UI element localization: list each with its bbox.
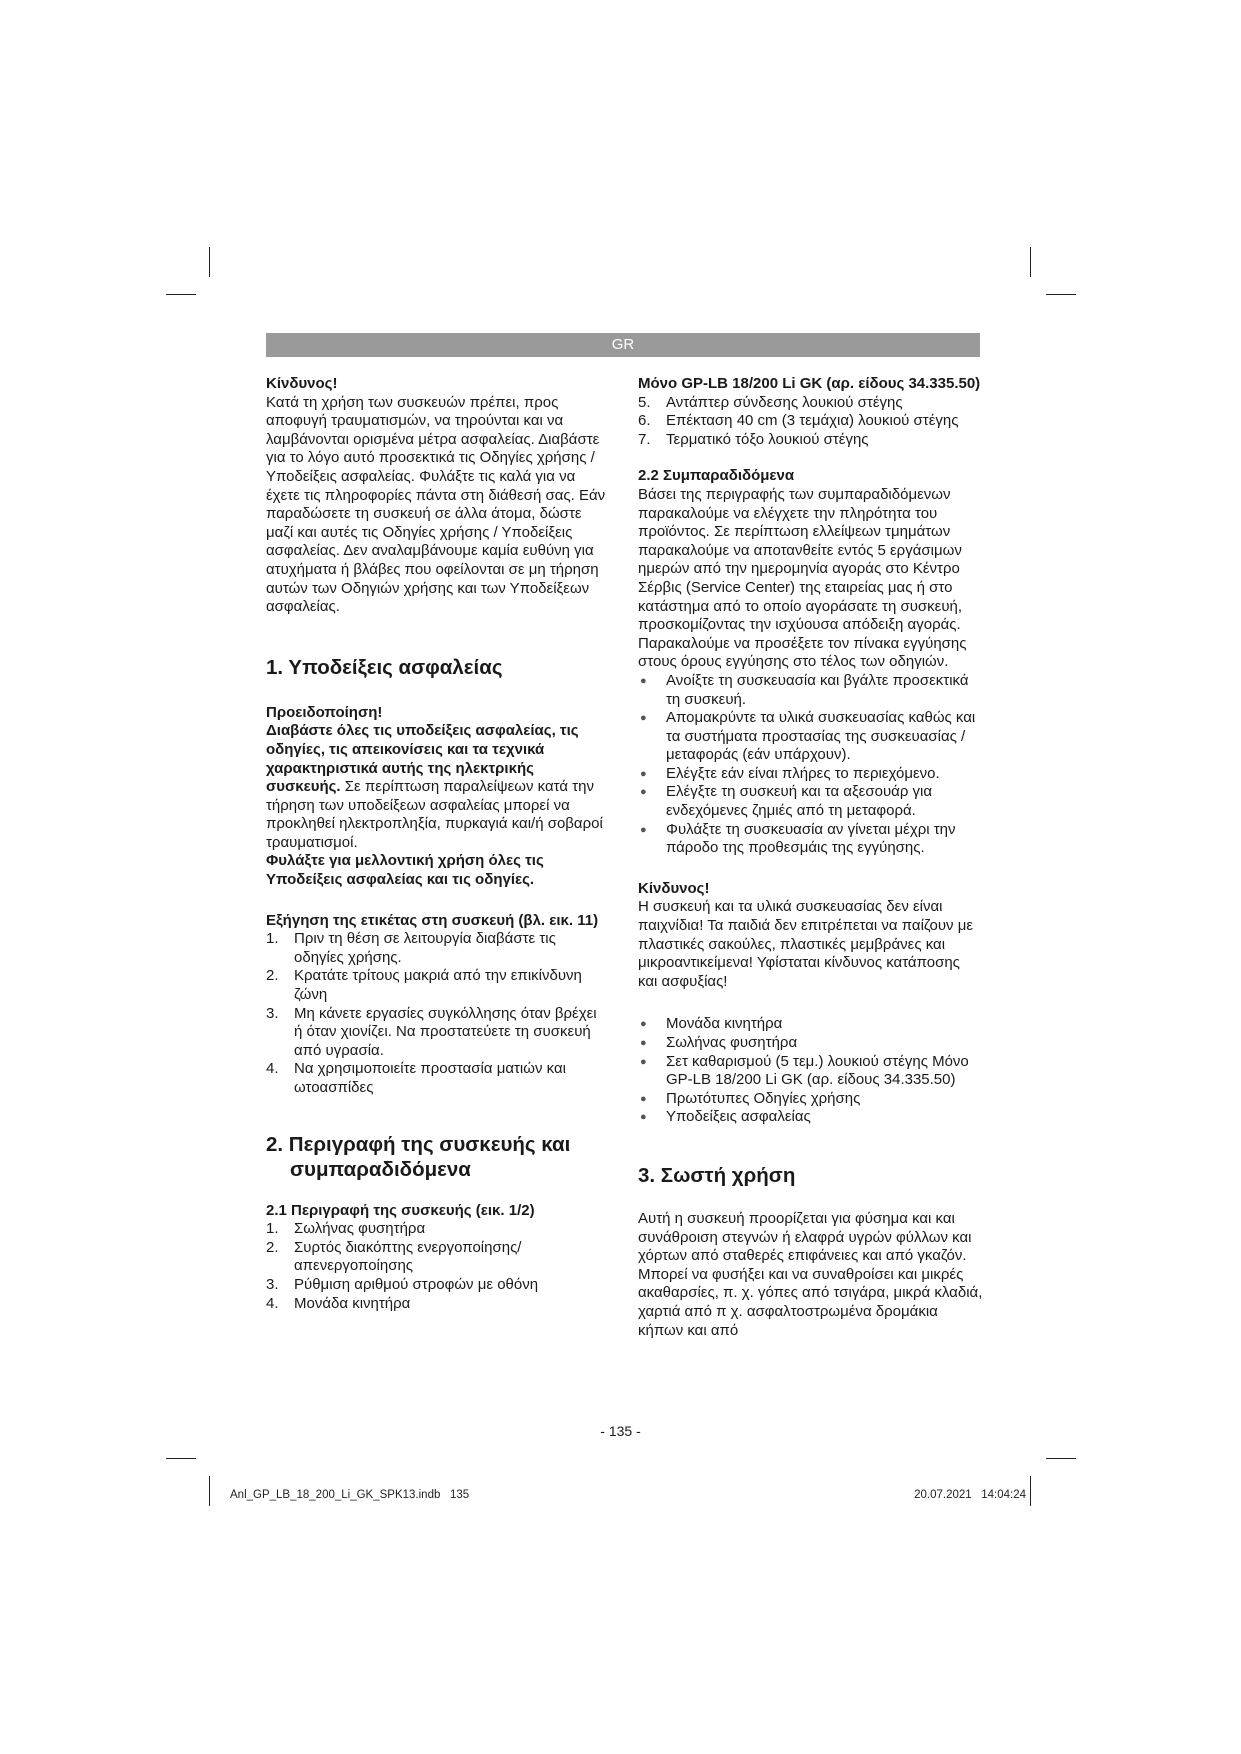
bullet-icon: ● (640, 767, 647, 780)
only-model-list (638, 394, 983, 450)
list-item: 7. Τερματικό τόξο λουκιού στέγης (638, 430, 869, 448)
list-item: 2. Συρτός διακόπτης ενεργοποίησης/ απενεργοποίησης (266, 1238, 522, 1275)
section3-text: Αυτή η συσκευή προορίζεται για φύσημα και και συνάθροιση στεγνών ή ελαφρά υγρών φύλλων και χόρτων από σταθερές επιφάνειες και από γκαζόν. Μπορεί να φυσήξει και να συναθροίσει και μικρές ακαθαρσίες, π. χ. γόπες από τσιγάρα, μικρά κλαδιά, χαρτιά από π χ. ασφαλτοστρωμένα δρομάκια κήπων και από (638, 1209, 983, 1339)
list-item: ● Φυλάξτε τη συσκευασία αν γίνεται μέχρι την πάροδο της προθεσμάις της εγγύησης. (640, 820, 956, 857)
list-item: ● Πρωτότυπες Οδηγίες χρήσης (640, 1089, 861, 1107)
list-item: ● Υποδείξεις ασφαλείας (640, 1108, 811, 1126)
label-explanation-title: Εξήγηση της ετικέτας στη συσκευή (βλ. εικ. 11) (266, 911, 599, 929)
subsection22-text: Βάσει της περιγραφής των συμπαραδιδόμενων παρακαλούμε να ελέγχετε την πληρότητα του προϊόντος. Σε περίπτωση ελλείψεων τμημάτων παρακαλούμε να αποτανθείτε εντός 5 εργάσιμων ημερών από την ημερομηνία αγοράς στο Κέντρο Σέρβις (Service Center) της εταιρείας μας ή στο κατάστημα από το οποίο αγοράσατε τη συσκευή, προσκομίζοντας την ισχύουσα απόδειξη αγοράς. Παρακαλούμε να προσέξετε τον πίνακα εγγύησης στους όρους εγγύησης στο τέλος των οδηγιών. (638, 485, 967, 671)
list-item: 4. Να χρησιμοποιείτε προστασία ματιών και ωτοασπίδες (266, 1060, 566, 1096)
bullet-icon: ● (640, 1055, 647, 1068)
list-item: ● Ελέγξτε τη συσκευή και τα αξεσουάρ για ενδεχόμενες ζημιές από τη μεταφορά. (640, 783, 933, 820)
section3-title: 3. Σωστή χρήση (638, 1163, 796, 1187)
subsection21-title: 2.1 Περιγραφή της συσκευής (εικ. 1/2) (266, 1201, 535, 1219)
section2-title: 2. Περιγραφή της συσκευής και συμπαραδιδόμενα (266, 1132, 571, 1181)
bullet-icon: ● (640, 1018, 647, 1031)
right-column (638, 375, 983, 1340)
list-item: 1. Σωλήνας φυσητήρα (266, 1220, 426, 1238)
bullet-icon: ● (640, 1092, 647, 1105)
bullet-icon: ● (640, 786, 647, 799)
list-item: 4. Μονάδα κινητήρα (266, 1294, 411, 1312)
list-item: 2. Κρατάτε τρίτους μακριά από την επικίνδυνη ζώνη (266, 967, 582, 1004)
list-item: 6. Επέκταση 40 cm (3 τεμάχια) λουκιού στέγης (638, 412, 959, 430)
keep-instructions-text: Φυλάξτε για μελλοντική χρήση όλες τις Υποδείξεις ασφαλείας και τις οδηγίες. (266, 852, 544, 889)
crop-mark (1046, 1458, 1076, 1459)
only-model-title: Μόνο GP-LB 18/200 Li GK (αρ. είδους 34.335.50) (638, 375, 981, 392)
list-item: 3. Μη κάνετε εργασίες συγκόλλησης όταν βρέχει ή όταν χιονίζει. Να προστατεύετε τη συσκευή από υγρασία. (266, 1004, 597, 1059)
crop-mark (209, 247, 210, 277)
list-item: ● Ανοίξτε τη συσκευασία και βγάλτε προσεκτικά τη συσκευή. (640, 671, 969, 708)
list-item: ● Ελέγξτε εάν είναι πλήρες το περιεχόμενο. (640, 764, 940, 782)
unpacking-list (638, 672, 983, 858)
warning-bold-text: Διαβάστε όλες τις υποδείξεις ασφαλείας, τις οδηγίες, τις απεικονίσεις και τα τεχνικά χαρακτηριστικά αυτής της ηλεκτρικής συσκευής. (266, 722, 579, 796)
delivery-contents-list (638, 1015, 983, 1127)
label-list (266, 930, 606, 1097)
danger-text: Κατά τη χρήση των συσκευών πρέπει, προς αποφυγή τραυματισμών, να τηρούνται και να λαμβάνονται ορισμένα μέτρα ασφαλείας. Διαβάστε για το λόγο αυτό προσεκτικά τις Οδηγίες χρήσης / Υποδείξεις ασφαλείας. Φυλάξτε τις καλά για να έχετε τις πληροφορίες πάντα στη διάθεσή σας. Εάν παραδώσετε τη συσκευή σε άλλα άτομα, δώστε μαζί και αυτές τις Οδηγίες χρήσης / Υποδείξεις ασφαλείας. Δεν αναλαμβάνουμε καμία ευθύνη για ατυχήματα ή βλάβες που οφείλονται σε μη τήρηση αυτών των Οδηγιών χρήσης και των Υποδείξεων ασφαλείας. (266, 393, 606, 616)
section1-title: 1. Υποδείξεις ασφαλείας (266, 655, 503, 679)
list-item: 1. Πριν τη θέση σε λειτουργία διαβάστε τις οδηγίες χρήσης. (266, 930, 556, 966)
bullet-icon: ● (640, 712, 647, 725)
bullet-icon: ● (640, 1111, 647, 1124)
bullet-icon: ● (640, 1037, 647, 1049)
print-file-name: Anl_GP_LB_18_200_Li_GK_SPK13.indb 135 (230, 1489, 470, 1501)
warning-text: Σε περίπτωση παραλείψεων κατά την τήρηση των υποδείξεων ασφαλείας μπορεί να προκληθεί ηλεκτροπληξία, πυρκαγιά και/ή σοβαροί τραυματισμοί. (266, 778, 603, 851)
list-item: 5. Αντάπτερ σύνδεσης λουκιού στέγης (638, 393, 903, 411)
list-item: ● Απομακρύντε τα υλικά συσκευασίας καθώς και τα συστήματα προστασίας της συσκευασίας / μεταφοράς (εάν υπάρχουν). (640, 709, 976, 764)
list-item: 3. Ρύθμιση αριθμού στροφών με οθόνη (266, 1275, 539, 1293)
print-datetime: 20.07.2021 14:04:24 (914, 1489, 1026, 1501)
list-item: ● Μονάδα κινητήρα (640, 1015, 783, 1033)
warning-paragraph (266, 722, 606, 852)
danger-title-2: Κίνδυνος! (638, 879, 710, 897)
device-parts-list (266, 1220, 606, 1313)
bullet-icon: ● (640, 674, 647, 687)
left-column (266, 375, 606, 1313)
crop-mark (166, 294, 196, 295)
list-item: ● Σωλήνας φυσητήρα (640, 1034, 798, 1051)
crop-mark (166, 1458, 196, 1459)
crop-mark (1030, 247, 1031, 277)
bullet-icon: ● (640, 823, 647, 836)
warning-title: Προειδοποίηση! (266, 703, 383, 721)
page-number: - 135 - (600, 1423, 641, 1439)
language-header-bar: GR (266, 333, 980, 357)
crop-mark (1046, 294, 1076, 295)
crop-mark (209, 1476, 210, 1506)
crop-mark (1030, 1476, 1031, 1506)
danger-title: Κίνδυνος! (266, 375, 338, 392)
subsection22-title: 2.2 Συμπαραδιδόμενα (638, 467, 795, 485)
list-item: ● Σετ καθαρισμού (5 τεμ.) λουκιού στέγης Μόνο GP-LB 18/200 Li GK (αρ. είδους 34.335.50) (640, 1052, 969, 1089)
danger-text-2: Η συσκευή και τα υλικά συσκευασίας δεν είναι παιχνίδια! Τα παιδιά δεν επιτρέπεται να παίζουν με πλαστικές σακούλες, πλαστικές μεμβράνες και μικροαντικείμενα! Υφίσταται κίνδυνος κατάποσης και ασφυξίας! (638, 898, 974, 990)
